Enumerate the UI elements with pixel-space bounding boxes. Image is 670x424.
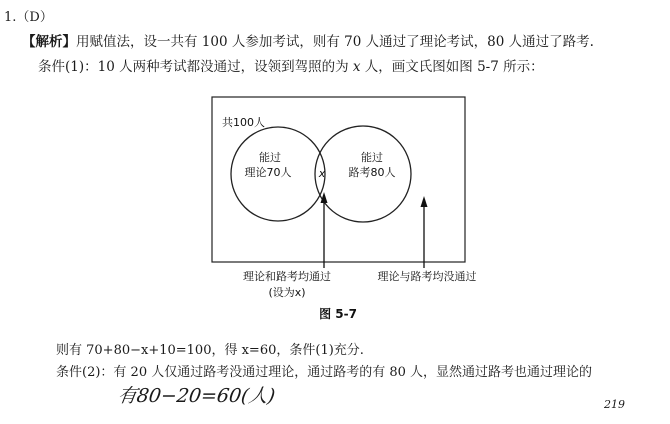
condition-1-text-before: 条件(1)：10 人两种考试都没通过，设领到驾照的为 <box>38 59 353 75</box>
theory-label-line1: 能过 <box>259 151 281 164</box>
total-label: 共100人 <box>222 116 265 129</box>
condition-2-paragraph: 条件(2)：有 20 人仅通过路考没通过理论，通过路考的有 80 人，显然通过路考也通过理论的 <box>56 365 593 380</box>
analysis-text: 用赋值法，设一共有 100 人参加考试，则有 70 人通过了理论考试，80 人通过了路考. <box>76 34 594 50</box>
outside-arrow-head <box>421 196 428 207</box>
figure-caption: 图 5-7 <box>319 307 357 321</box>
road-label-line2: 路考80人 <box>348 166 396 179</box>
theory-label-line2: 理论70人 <box>244 166 292 179</box>
condition-1-text-after: 人，画文氏图如图 5-7 所示： <box>360 59 544 75</box>
neither-passed-label: 理论与路考均没通过 <box>377 270 477 283</box>
intersection-label: x <box>318 167 326 180</box>
result-paragraph: 则有 70+80−x+10=100，得 x=60，条件(1)充分. <box>56 343 364 358</box>
handwritten-note: 有80−20=60(人) <box>116 385 277 407</box>
both-passed-label: 理论和路考均通过 <box>243 270 331 283</box>
analysis-label: 【解析】 <box>22 34 76 50</box>
both-passed-sublabel: (设为x) <box>268 286 306 299</box>
variable-x: x <box>352 59 361 75</box>
page-number: 219 <box>604 398 625 411</box>
question-number: 1.（D） <box>4 10 53 25</box>
road-label-line1: 能过 <box>361 151 383 164</box>
